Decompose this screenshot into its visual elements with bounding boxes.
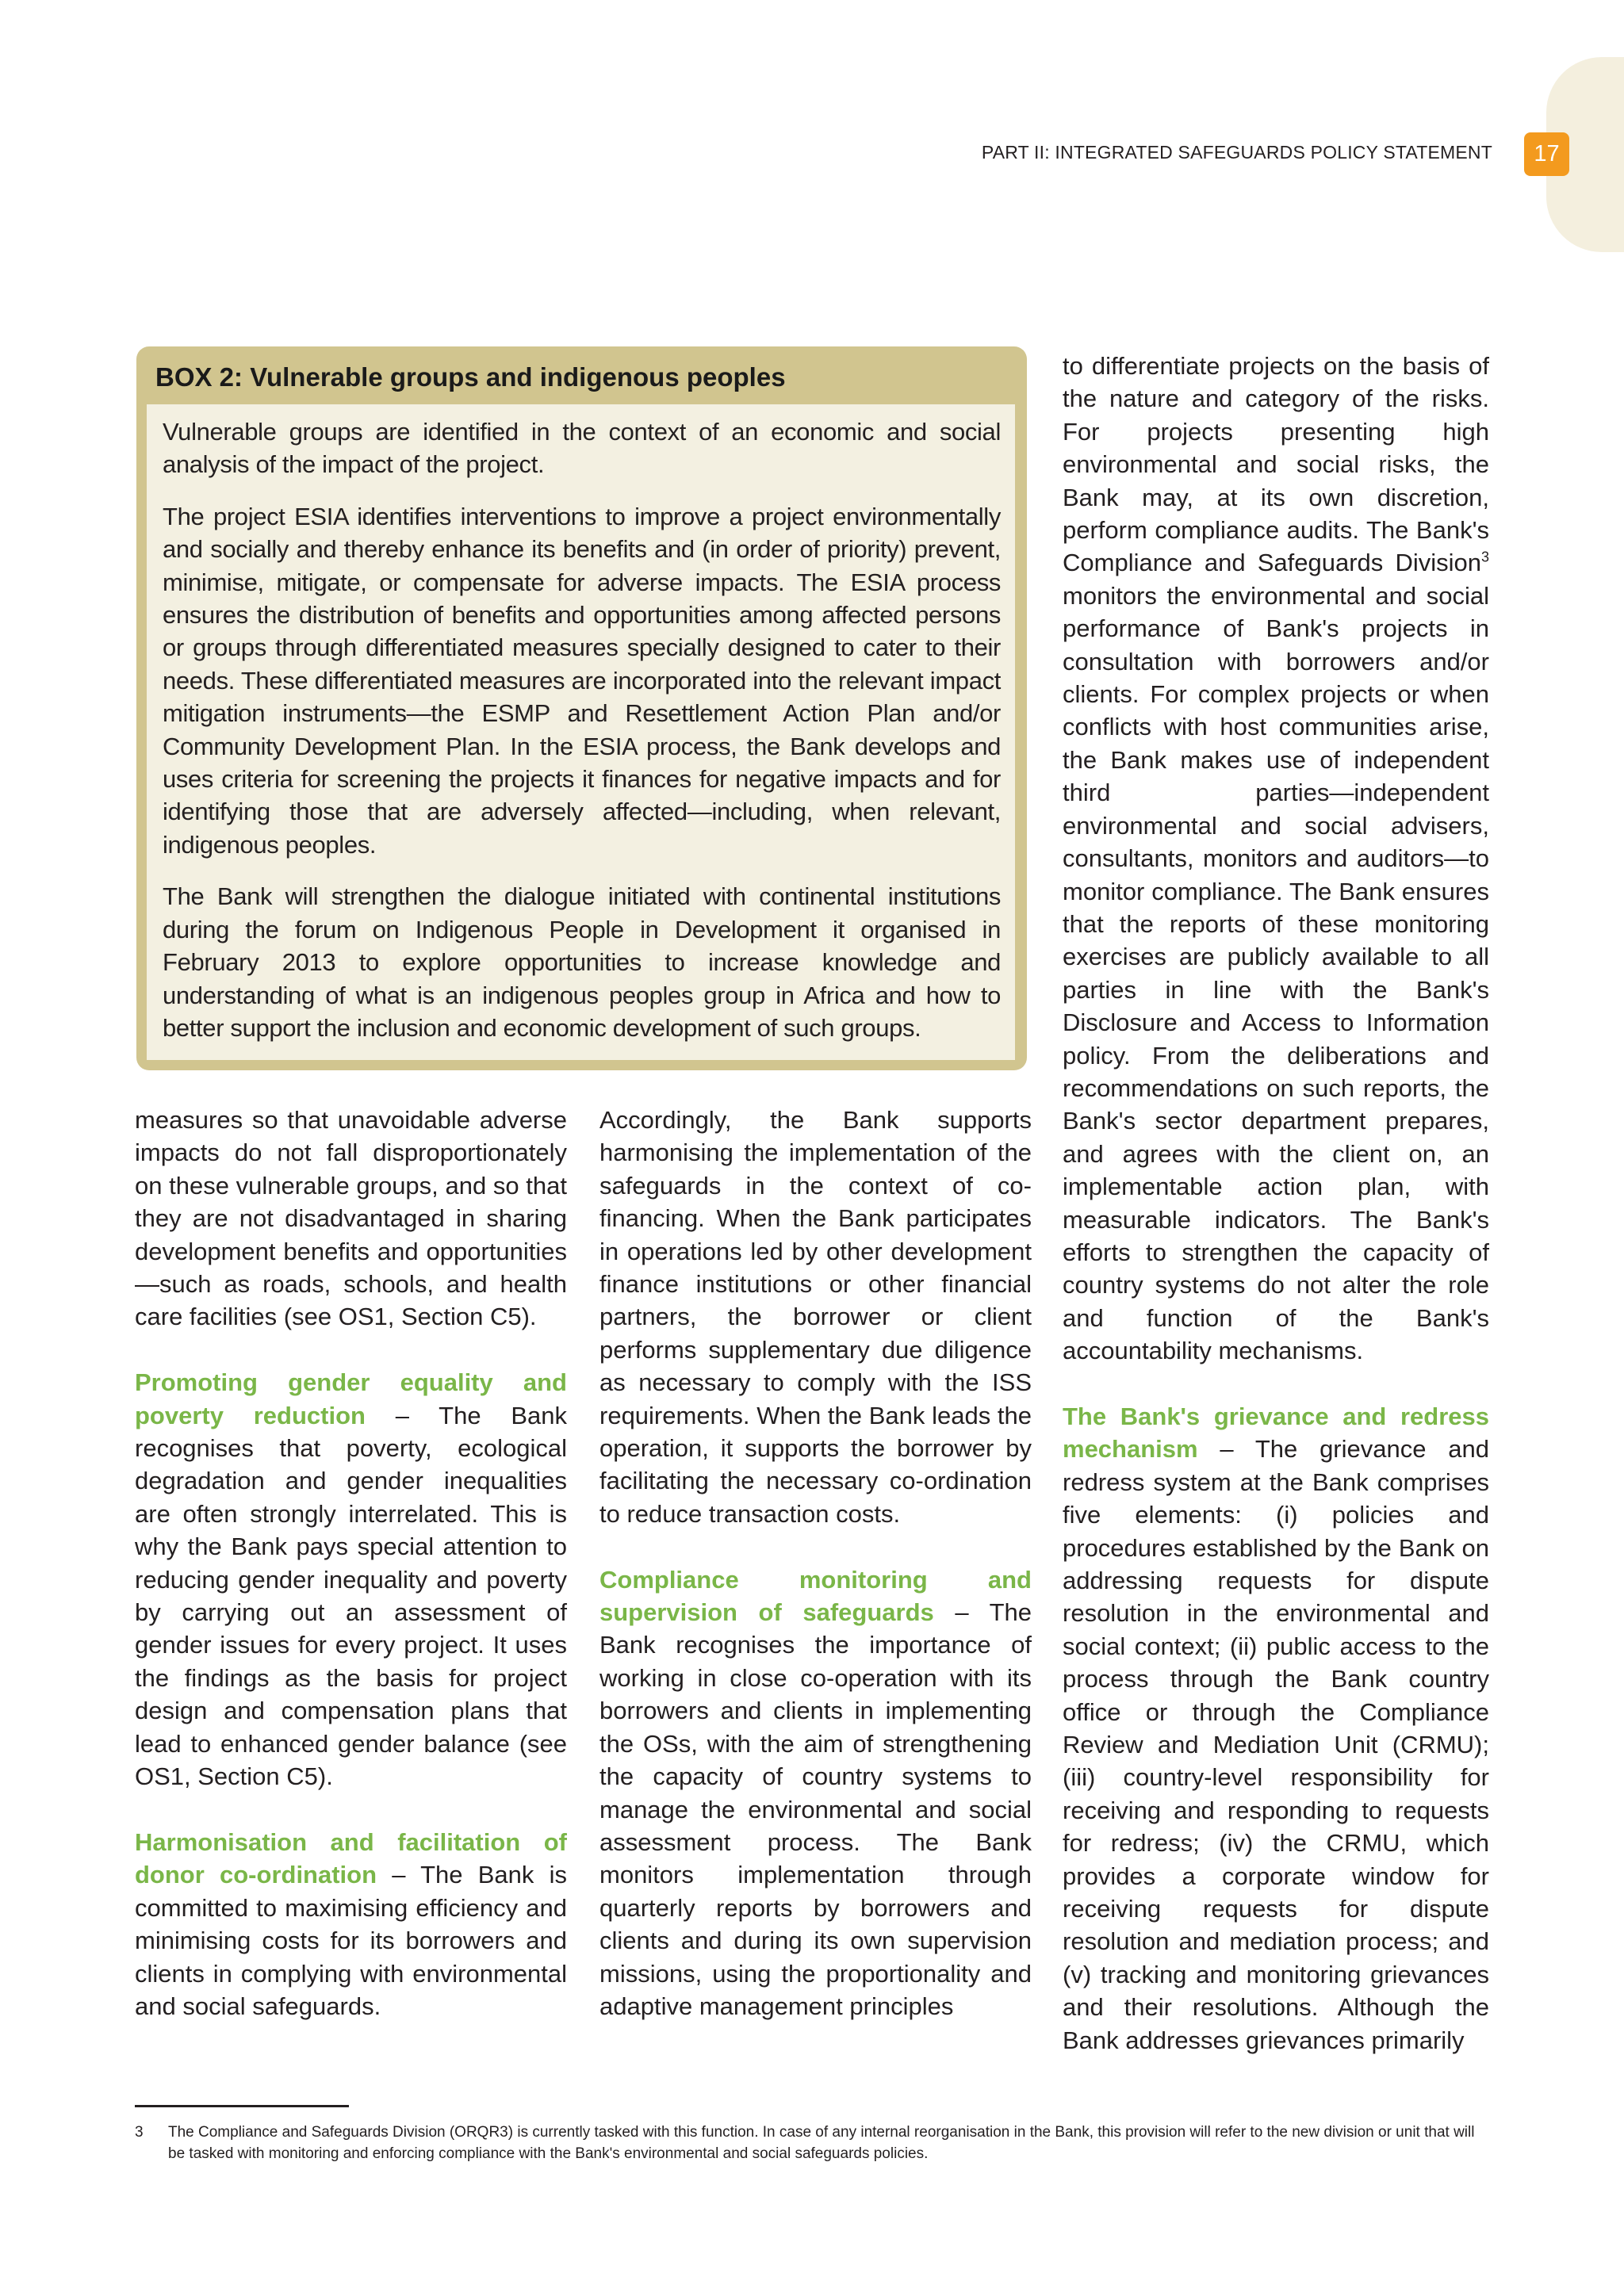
box-paragraph: The Bank will strengthen the dialogue initiated with continental institutions during the forum on Indigenous People in Development it organised in February 2013 to explore opportunities to increase knowledge and understanding of what is an indigenous peoples group in Africa and how to better support the inclusion and economic development of such groups. bbox=[163, 882, 1001, 1042]
body-paragraph bbox=[1063, 1400, 1489, 2057]
footnote-divider bbox=[135, 2105, 349, 2107]
text-column-1 bbox=[135, 1104, 567, 2022]
footnote-text: The Compliance and Safeguards Division (ORQR3) is currently tasked with this function. In case of any internal reorganisation in the Bank, this provision will refer to the new division or unit that will be tasked with monitoring and enforcing compliance with the Bank's environmental and social safeguards policies. bbox=[168, 2124, 1475, 2162]
running-header: PART II: INTEGRATED SAFEGUARDS POLICY STATEMENT bbox=[981, 142, 1492, 163]
body-paragraph bbox=[599, 1563, 1032, 2023]
body-paragraph: measures so that unavoidable adverse impacts do not fall disproportionately on these vulnerable groups, and so that they are not disadvantaged in sharing development benefits and opportunities—such as roads, schools, and health care facilities (see OS1, Section C5). bbox=[135, 1106, 567, 1331]
box-paragraph: The project ESIA identifies interventions to improve a project environmentally and socially and thereby enhance its benefits and (in order of priority) prevent, minimise, mitigate, or compensate for adverse impacts. The ESIA process ensures the distribution of benefits and opportunities among affected persons or groups through differentiated measures specially designed to cater to their needs. These differentiated measures are incorporated into the relevant impact mitigation instruments—the ESMP and Resettlement Action Plan and/or Community Development Plan. In the ESIA process, the Bank develops and uses criteria for screening the projects it finances for negative impacts and for identifying those that are adversely affected—including, when relevant, indigenous peoples. bbox=[163, 502, 1001, 859]
body-paragraph bbox=[1063, 350, 1489, 1368]
box-paragraph: Vulnerable groups are identified in the context of an economic and social analysis of the impact of the project. bbox=[163, 418, 1001, 479]
paragraph-text: – The Bank is committed to maximising efficiency and minimising costs for its borrowers and clients in complying with environmental and social safeguards. bbox=[135, 1861, 567, 2020]
paragraph-text: to differentiate projects on the basis of the nature and category of the risks. For projects presenting high environmental and social risks, the Bank may, at its own discretion, perform compliance audits. The Bank's Compliance and Safeguards Division bbox=[1063, 352, 1489, 577]
footnote-reference[interactable]: 3 bbox=[1480, 549, 1489, 566]
body-paragraph bbox=[135, 1826, 567, 2022]
section-heading: Compliance monitoring and supervision of safeguards bbox=[599, 1565, 1032, 1627]
paragraph-text: – The grievance and redress system at the Bank comprises five elements: (i) policies and procedures established by the Bank on addressing requests for dispute resolution in the environmental and social context; (ii) public access to the process through the Bank country office or through the Compliance Review and Mediation Unit (CRMU); (iii) country-level responsibility for receiving and responding to requests for redress; (iv) the CRMU, which provides a corporate window for receiving requests for dispute resolution and mediation process; and (v) tracking and monitoring grievances and their resolutions. Although the Bank addresses grievances primarily bbox=[1063, 1435, 1489, 2054]
text-column-3 bbox=[1063, 350, 1489, 2057]
paragraph-text: monitors the environmental and social performance of Bank's projects in consultation with borrowers and/or clients. For complex projects or when conflicts with host communities arise, the Bank makes use of independent third parties—independent environmental and social advisers, consultants, monitors and auditors—to monitor compliance. The Bank ensures that the reports of these monitoring exercises are publicly available to all parties in line with the Bank's Disclosure and Access to Information policy. From the deliberations and recommendations on such reports, the Bank's sector department prepares, and agrees with the client on, an implementable action plan, with measurable indicators. The Bank's efforts to strengthen the capacity of country systems do not alter the role and function of the Bank's accountability mechanisms. bbox=[1063, 581, 1489, 1365]
box-title: BOX 2: Vulnerable groups and indigenous peoples bbox=[155, 362, 786, 392]
box-body bbox=[147, 404, 1015, 1060]
footnote bbox=[135, 2122, 1492, 2164]
footnote-number: 3 bbox=[135, 2124, 144, 2141]
body-paragraph: Accordingly, the Bank supports harmonising the implementation of the safeguards in the context of co-financing. When the Bank participates in operations led by other development finance institutions or other financial partners, the borrower or client performs supplementary due diligence as necessary to comply with the ISS requirements. When the Bank leads the operation, it supports the borrower by facilitating the necessary co-ordination to reduce transaction costs. bbox=[599, 1106, 1032, 1528]
page-number-badge: 17 bbox=[1524, 132, 1569, 176]
text-column-2 bbox=[599, 1104, 1032, 2022]
box-vulnerable-groups bbox=[136, 346, 1027, 1070]
section-heading: The Bank's grievance and redress mechanism bbox=[1063, 1402, 1489, 1464]
section-heading: Harmonisation and facilitation of donor co-ordination bbox=[135, 1827, 567, 1889]
body-paragraph bbox=[135, 1366, 567, 1793]
paragraph-text: – The Bank recognises the importance of working in close co-operation with its borrowers and clients in implementing the OSs, with the aim of strengthening the capacity of country systems to manage the environmental and social assessment process. The Bank monitors implementation through quarterly reports by borrowers and clients and during its own supervision missions, using the proportionality and adaptive management principles bbox=[599, 1598, 1032, 2020]
section-heading: Promoting gender equality and poverty reduction bbox=[135, 1368, 567, 1429]
paragraph-text: – The Bank recognises that poverty, ecological degradation and gender inequalities are often strongly interrelated. This is why the Bank pays special attention to reducing gender inequality and poverty by carrying out an assessment of gender issues for every project. It uses the findings as the basis for project design and compensation plans that lead to enhanced gender balance (see OS1, Section C5). bbox=[135, 1401, 567, 1791]
